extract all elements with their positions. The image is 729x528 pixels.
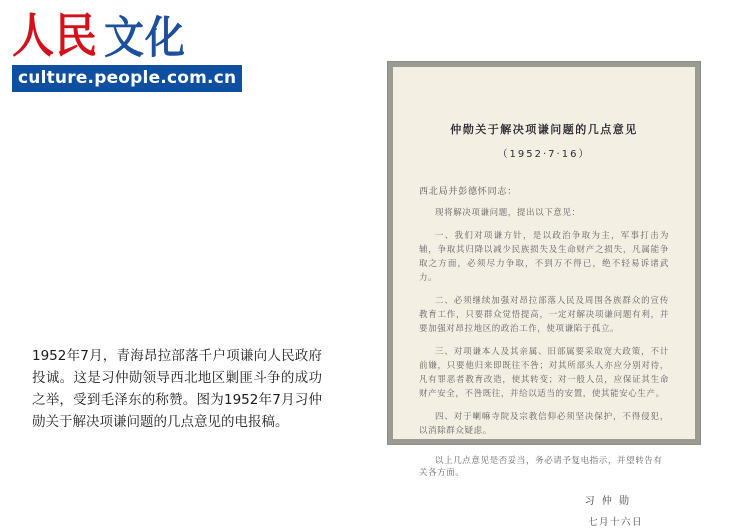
logo-text-culture: 文化 (104, 12, 187, 64)
document-title: 仲勋关于解决项谦问题的几点意见 (450, 123, 638, 136)
document-date: （1952·7·16） (497, 149, 591, 160)
document-paragraph: 三、对项谦本人及其亲属、旧部属要采取宽大政策，不计前嫌，只要他归来即既往不咎；对其所部头人亦应分别对待，凡有罪恶者教育改造，使其转变；对一般人员，应保证其生命财产安全，不咎既往，并给以适当的安置，使其能安心生产。 (419, 347, 669, 399)
logo-url-banner[interactable]: culture.people.com.cn (12, 65, 242, 92)
logo-text-people: 人民 (12, 8, 99, 64)
logo-wordmark (12, 8, 242, 64)
document-closing: 以上几点意见是否妥当，务必请予复电指示，并望转告有关各方面。 (419, 456, 663, 478)
document-paragraph: 二、必须继续加强对昂拉部落人民及周围各族群众的宣传教育工作，只要群众觉悟提高，一定对解决项谦问题有利，并要加强对昂拉地区的政治工作，使项谦陷于孤立。 (419, 296, 669, 334)
document-salutation: 西北局并彭德怀同志： (419, 187, 518, 197)
site-logo[interactable] (12, 8, 242, 92)
document-paragraph: 现将解决项谦问题，提出以下意见： (435, 208, 581, 218)
telegram-document-image (388, 62, 700, 528)
document-signature: 习 仲 勋 (584, 496, 631, 507)
document-paragraph: 一、我们对项谦方针，是以政治争取为主，军事打击为辅，争取其归降以减少民族损失及生命财产之损失，凡属能争取之方面，必须尽力争取，不到万不得已，绝不轻易诉诸武力。 (419, 231, 669, 283)
document-signature-date: 七月十六日 (587, 517, 643, 528)
photo-caption: 1952年7月，青海昂拉部落千户项谦向人民政府投诚。这是习仲勋领导西北地区剿匪斗争的成功之举，受到毛泽东的称赞。图为1952年7月习仲勋关于解决项谦问题的几点意见的电报稿。 (32, 348, 322, 430)
document-paragraph: 四、对于喇嘛寺院及宗教信仰必须坚决保护，不得侵犯，以消除群众疑虑。 (419, 412, 669, 436)
document-paper (393, 67, 695, 528)
